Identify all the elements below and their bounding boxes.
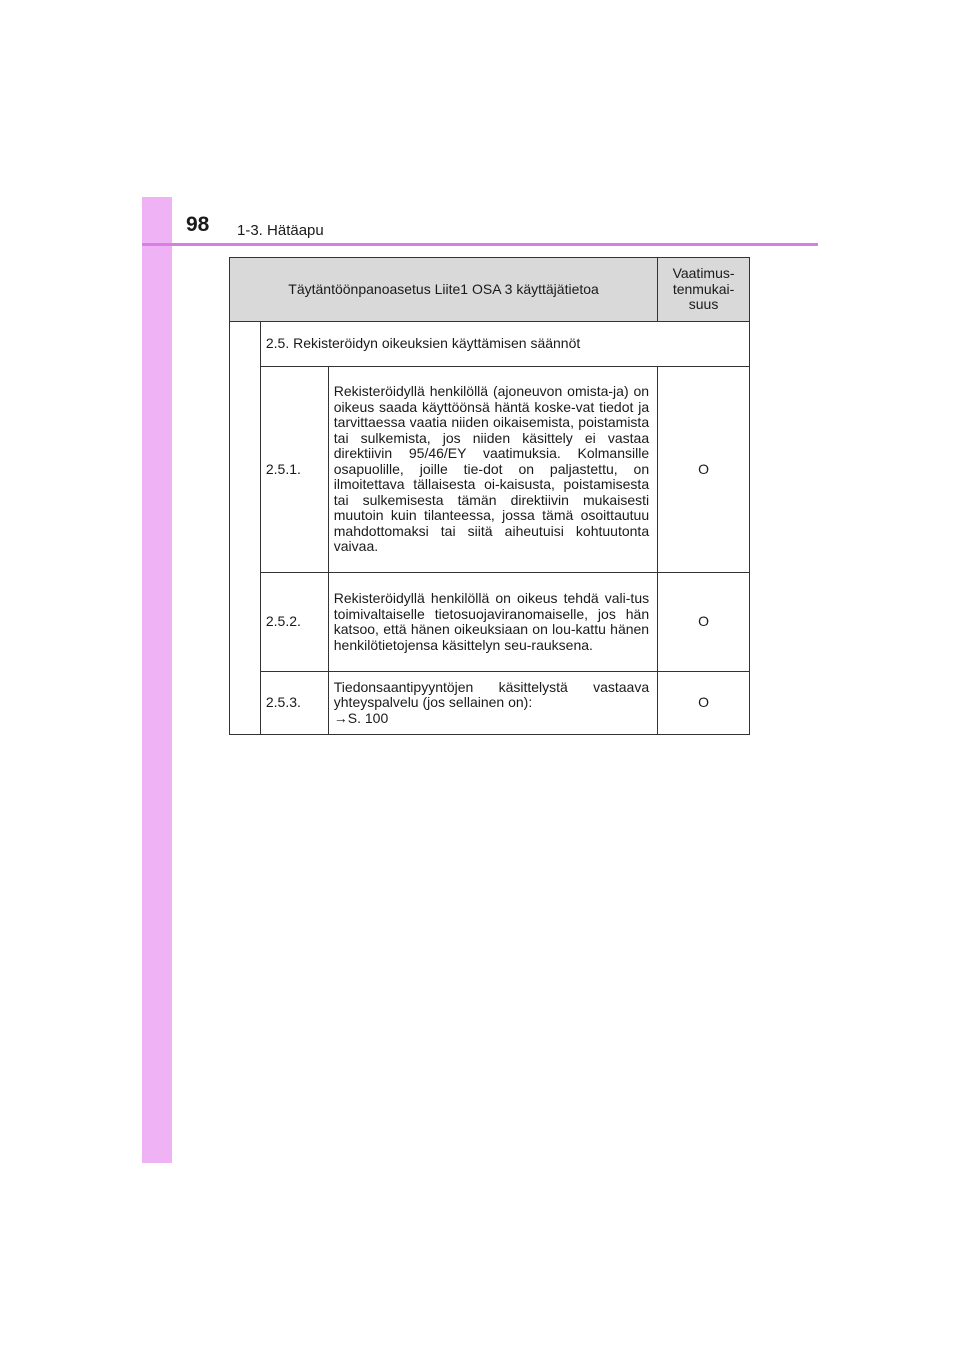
section-title: 1-3. Hätäapu [237, 222, 324, 239]
row-number: 2.5.1. [260, 367, 328, 573]
topic-column-header: Täytäntöönpanoasetus Liite1 OSA 3 käyttäjätietoa [230, 258, 658, 322]
table-header-row [230, 258, 750, 322]
row-text: Rekisteröidyllä henkilöllä on oikeus tehdä vali-tus toimivaltaiselle tietosuojaviranomaiselle, jos hän katsoo, että hänen oikeuksiaan on lou-kattu hänen henkilötietojensa käsittelyn seu-rauksena. [328, 573, 657, 672]
indent-cell [230, 322, 261, 735]
subheading-row [230, 322, 750, 367]
requirement-header-line: suus [688, 296, 719, 313]
requirement-header-line: Vaatimus- [672, 265, 735, 282]
page-number: 98 [186, 213, 210, 236]
row-text: Tiedonsaantipyyntöjen käsittelystä vastaava yhteyspalvelu (jos sellainen on): [333, 678, 650, 711]
row-number: 2.5.2. [260, 573, 328, 672]
compliance-mark: O [658, 367, 750, 573]
subheading-cell: 2.5. Rekisteröidyn oikeuksien käyttämisen säännöt [260, 322, 749, 367]
compliance-mark: O [658, 672, 750, 735]
side-color-band [142, 197, 172, 1163]
header-rule [142, 243, 818, 246]
table-row [230, 573, 750, 672]
table-row [230, 367, 750, 573]
table-row [230, 672, 750, 735]
user-information-table [229, 257, 750, 735]
compliance-mark: O [658, 573, 750, 672]
requirement-header-line: tenmukai- [672, 280, 735, 297]
page-reference-link[interactable]: →S. 100 [333, 709, 389, 726]
row-text: Rekisteröidyllä henkilöllä (ajoneuvon omista-ja) on oikeus saada käyttöönsä häntä koske-vat tiedot ja tarvittaessa vaatia niiden oikaisemista, poistamista tai sulkemista, jos niiden käsittely ei vastaa direktiivin 95/46/EY vaatimuksia. Kolmansille osapuolille, joille tie-dot on paljastettu, on ilmoitettava tällaisesta oi-kaisusta, poistamisesta tai sulkemisesta tämän direktiivin mukaisesti muutoin kuin tilanteessa, jossa tämä osoittautuu mahdottomaksi tai siitä aiheutuisi kohtuutonta vaivaa. [328, 367, 657, 573]
row-number: 2.5.3. [260, 672, 328, 735]
row-text-cell [328, 672, 657, 735]
requirement-column-header [658, 258, 750, 322]
